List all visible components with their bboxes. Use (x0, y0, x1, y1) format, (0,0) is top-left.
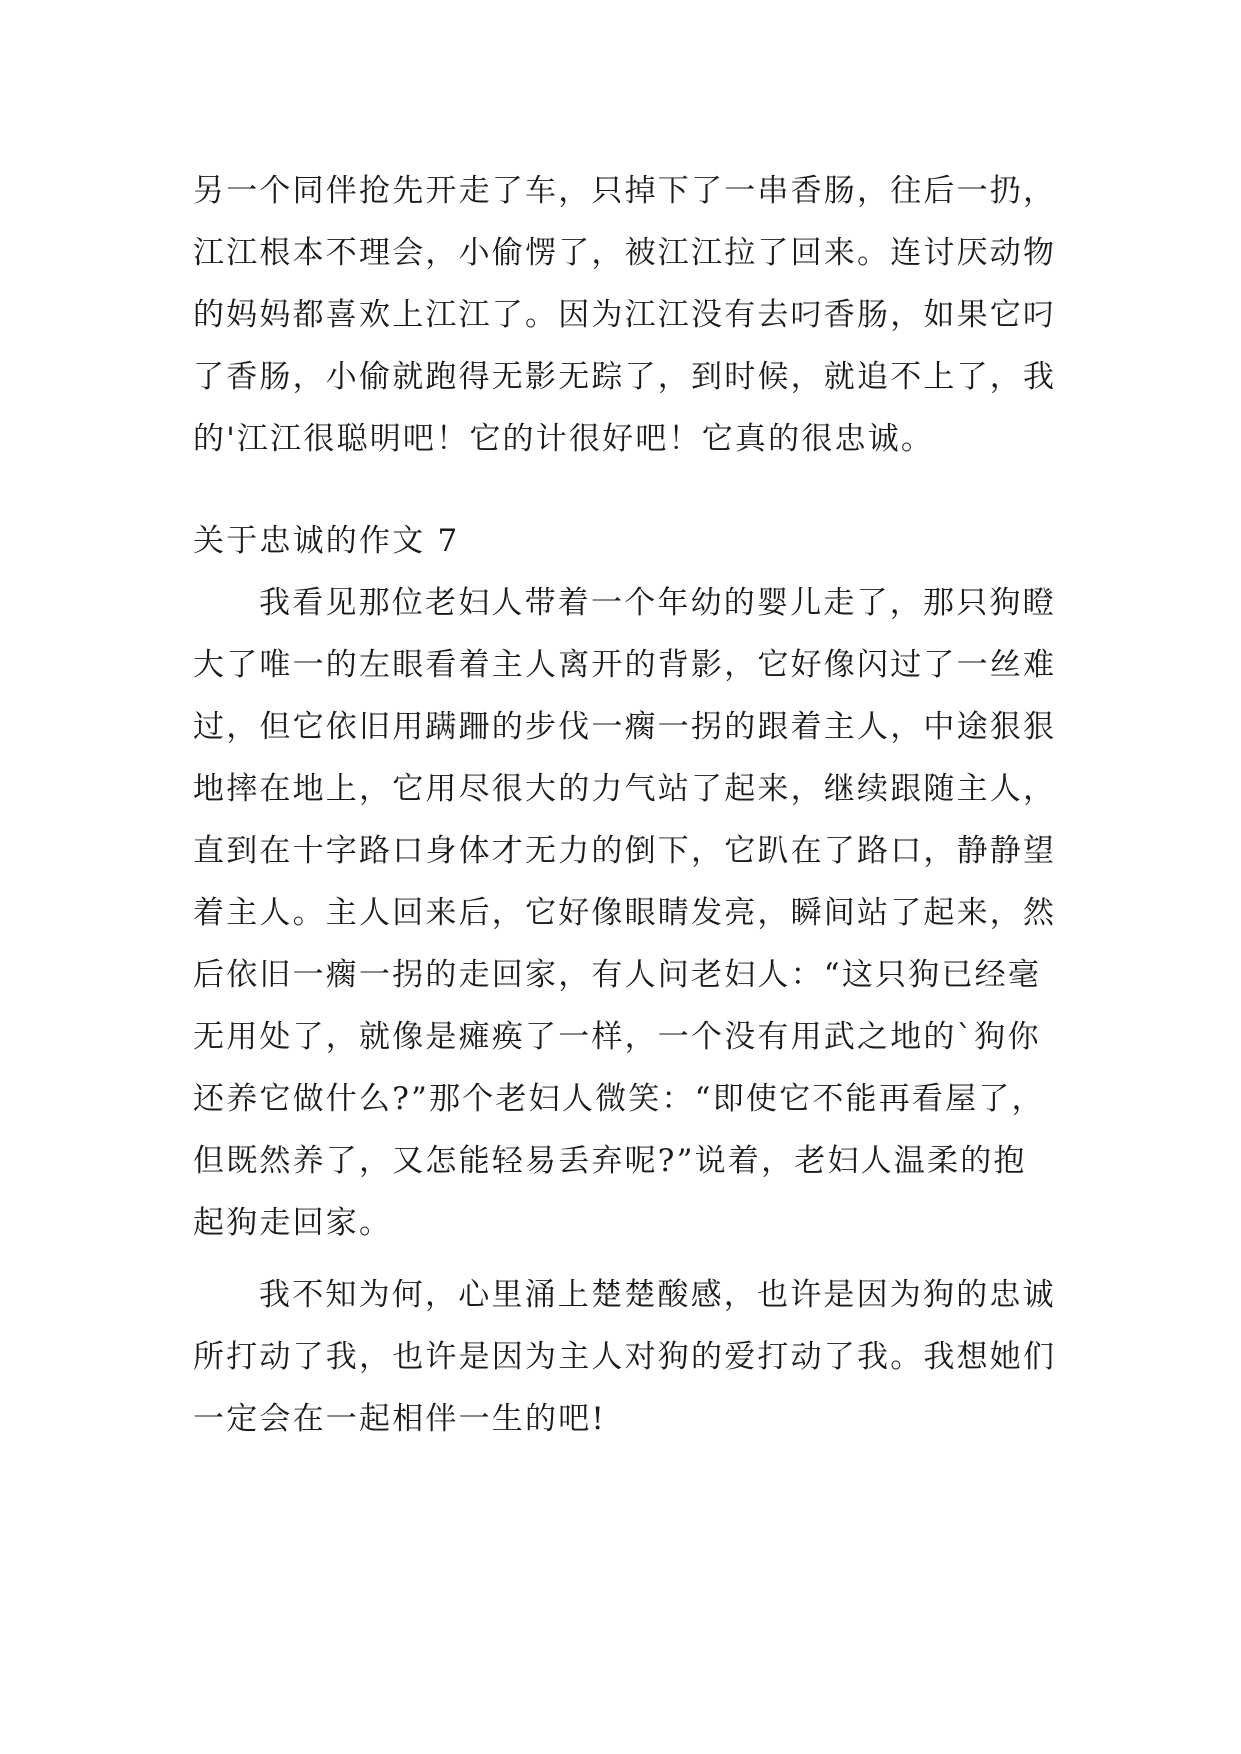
paragraph-line: 起狗走回家。 (193, 1205, 393, 1241)
paragraph-line: 过，但它依旧用蹒跚的步伐一瘸一拐的跟着主人，中途狠狠 (193, 709, 1057, 745)
paragraph-line: 的妈妈都喜欢上江江了。因为江江没有去叼香肠，如果它叼 (193, 297, 1057, 333)
paragraph-line: 的'江江很聪明吧！它的计很好吧！它真的很忠诚。 (193, 421, 935, 457)
paragraph-line: 一定会在一起相伴一生的吧! (193, 1401, 607, 1437)
paragraph-line: 我看见那位老妇人带着一个年幼的婴儿走了，那只狗瞪 (259, 585, 1056, 621)
paragraph-line: 我不知为何，心里涌上楚楚酸感，也许是因为狗的忠诚 (259, 1277, 1056, 1313)
section-title: 关于忠诚的作文 7 (193, 523, 460, 559)
paragraph-line: 直到在十字路口身体才无力的倒下，它趴在了路口，静静望 (193, 833, 1057, 869)
paragraph-spacer (193, 1254, 1073, 1264)
paragraph-line: 着主人。主人回来后，它好像眼睛发亮，瞬间站了起来，然 (193, 895, 1057, 931)
paragraph-line: 另一个同伴抢先开走了车，只掉下了一串香肠，往后一扔， (193, 173, 1057, 209)
paragraph-1 (193, 572, 1073, 1254)
paragraph-line: 但既然养了，又怎能轻易丢弃呢?”说着，老妇人温柔的抱 (193, 1143, 1027, 1179)
document-page (193, 160, 1073, 1450)
paragraph-line: 了香肠，小偷就跑得无影无踪了，到时候，就追不上了，我 (193, 359, 1057, 395)
paragraph-line: 江江根本不理会，小偷愣了，被江江拉了回来。连讨厌动物 (193, 235, 1057, 271)
paragraph-2 (193, 1264, 1073, 1450)
paragraph-line: 地摔在地上，它用尽很大的力气站了起来，继续跟随主人， (193, 771, 1057, 807)
paragraph-line: 大了唯一的左眼看着主人离开的背影，它好像闪过了一丝难 (193, 647, 1057, 683)
paragraph-line: 无用处了，就像是瘫痪了一样，一个没有用武之地的`狗你 (193, 1019, 1041, 1055)
paragraph-line: 所打动了我，也许是因为主人对狗的爱打动了我。我想她们 (193, 1339, 1057, 1375)
paragraph-line: 后依旧一瘸一拐的走回家，有人问老妇人：“这只狗已经毫 (193, 957, 1042, 993)
paragraph-line: 还养它做什么?”那个老妇人微笑：“即使它不能再看屋了， (193, 1081, 1045, 1117)
section-spacer (193, 470, 1073, 510)
top-paragraph (193, 160, 1073, 470)
